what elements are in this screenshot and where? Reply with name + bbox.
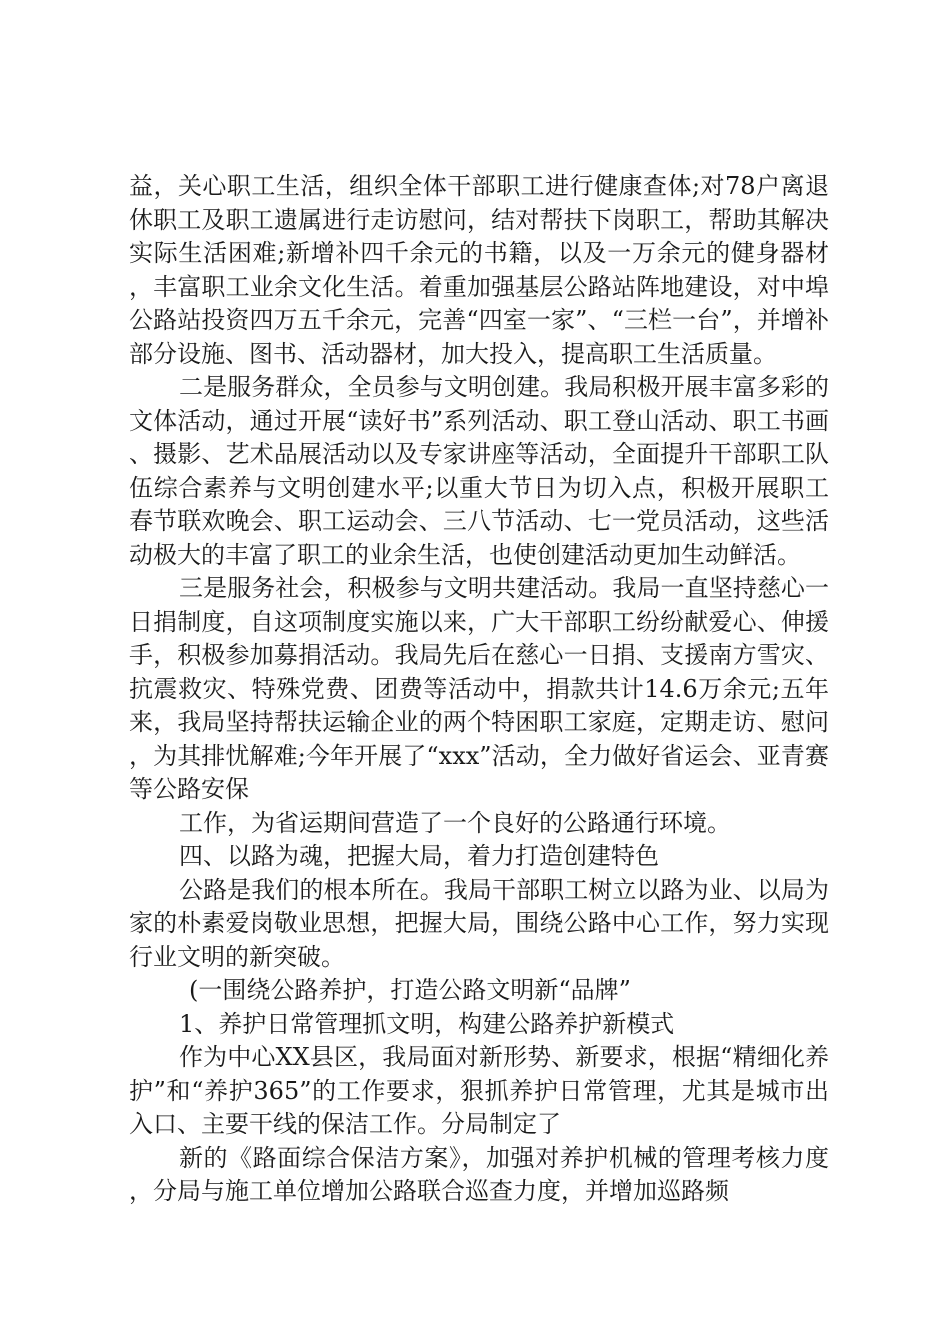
paragraph-serve-society: 三是服务社会，积极参与文明共建活动。我局一直坚持慈心一日捐制度，自这项制度实施以来，广大干部职工纷纷献爱心、伸援手，积极参加募捐活动。我局先后在慈心一日捐、支援南方雪灾、抗震救灾、特殊党费、团费等活动中，捐款共计14.6万余元;五年来，我局坚持帮扶运输企业的两个特困职工家庭，定期走访、慰问，为其排忧解难;今年开展了“xxx”活动，全力做好省运会、亚青赛等公路安保	[129, 574, 829, 803]
paragraph-serve-public: 二是服务群众，全员参与文明创建。我局积极开展丰富多彩的文体活动，通过开展“读好书”系列活动、职工登山活动、职工书画、摄影、艺术品展活动以及专家讲座等活动，全面提升干部职工队伍综合素养与文明创建水平;以重大节日为切入点，积极开展职工春节联欢晚会、职工运动会、三八节活动、七一党员活动，这些活动极大的丰富了职工的业余生活，也使创建活动更加生动鲜活。	[129, 373, 829, 569]
document-page	[129, 170, 829, 1209]
paragraph-central-county: 作为中心XX县区，我局面对新形势、新要求，根据“精细化养护”和“养护365”的工作要求，狠抓养护日常管理，尤其是城市出入口、主要干线的保洁工作。分局制定了	[129, 1043, 829, 1138]
paragraph-welfare-continued: 益，关心职工生活，组织全体干部职工进行健康查体;对78户离退休职工及职工遗属进行走访慰问，结对帮扶下岗职工，帮助其解决实际生活困难;新增补四千余元的书籍，以及一万余元的健身器材，丰富职工业余文化生活。着重加强基层公路站阵地建设，对中埠公路站投资四万五千余元，完善“四室一家”、“三栏一台”，并增补部分设施、图书、活动器材，加大投入，提高职工生活质量。	[129, 172, 829, 368]
paragraph-work-environment: 工作，为省运期间营造了一个良好的公路通行环境。	[179, 808, 731, 837]
item-heading-daily-management: 1、养护日常管理抓文明，构建公路养护新模式	[179, 1009, 675, 1038]
paragraph-cleaning-plan: 新的《路面综合保洁方案》，加强对养护机械的管理考核力度，分局与施工单位增加公路联合巡查力度，并增加巡路频	[129, 1143, 829, 1205]
section-heading-road-soul: 四、以路为魂，把握大局，着力打造创建特色	[179, 842, 659, 870]
paragraph-road-foundation: 公路是我们的根本所在。我局干部职工树立以路为业、以局为家的朴素爱岗敬业思想，把握大局，围绕公路中心工作，努力实现行业文明的新突破。	[129, 875, 829, 971]
subsection-heading-maintenance-brand: (一围绕公路养护，打造公路文明新“品牌”	[189, 976, 631, 1004]
